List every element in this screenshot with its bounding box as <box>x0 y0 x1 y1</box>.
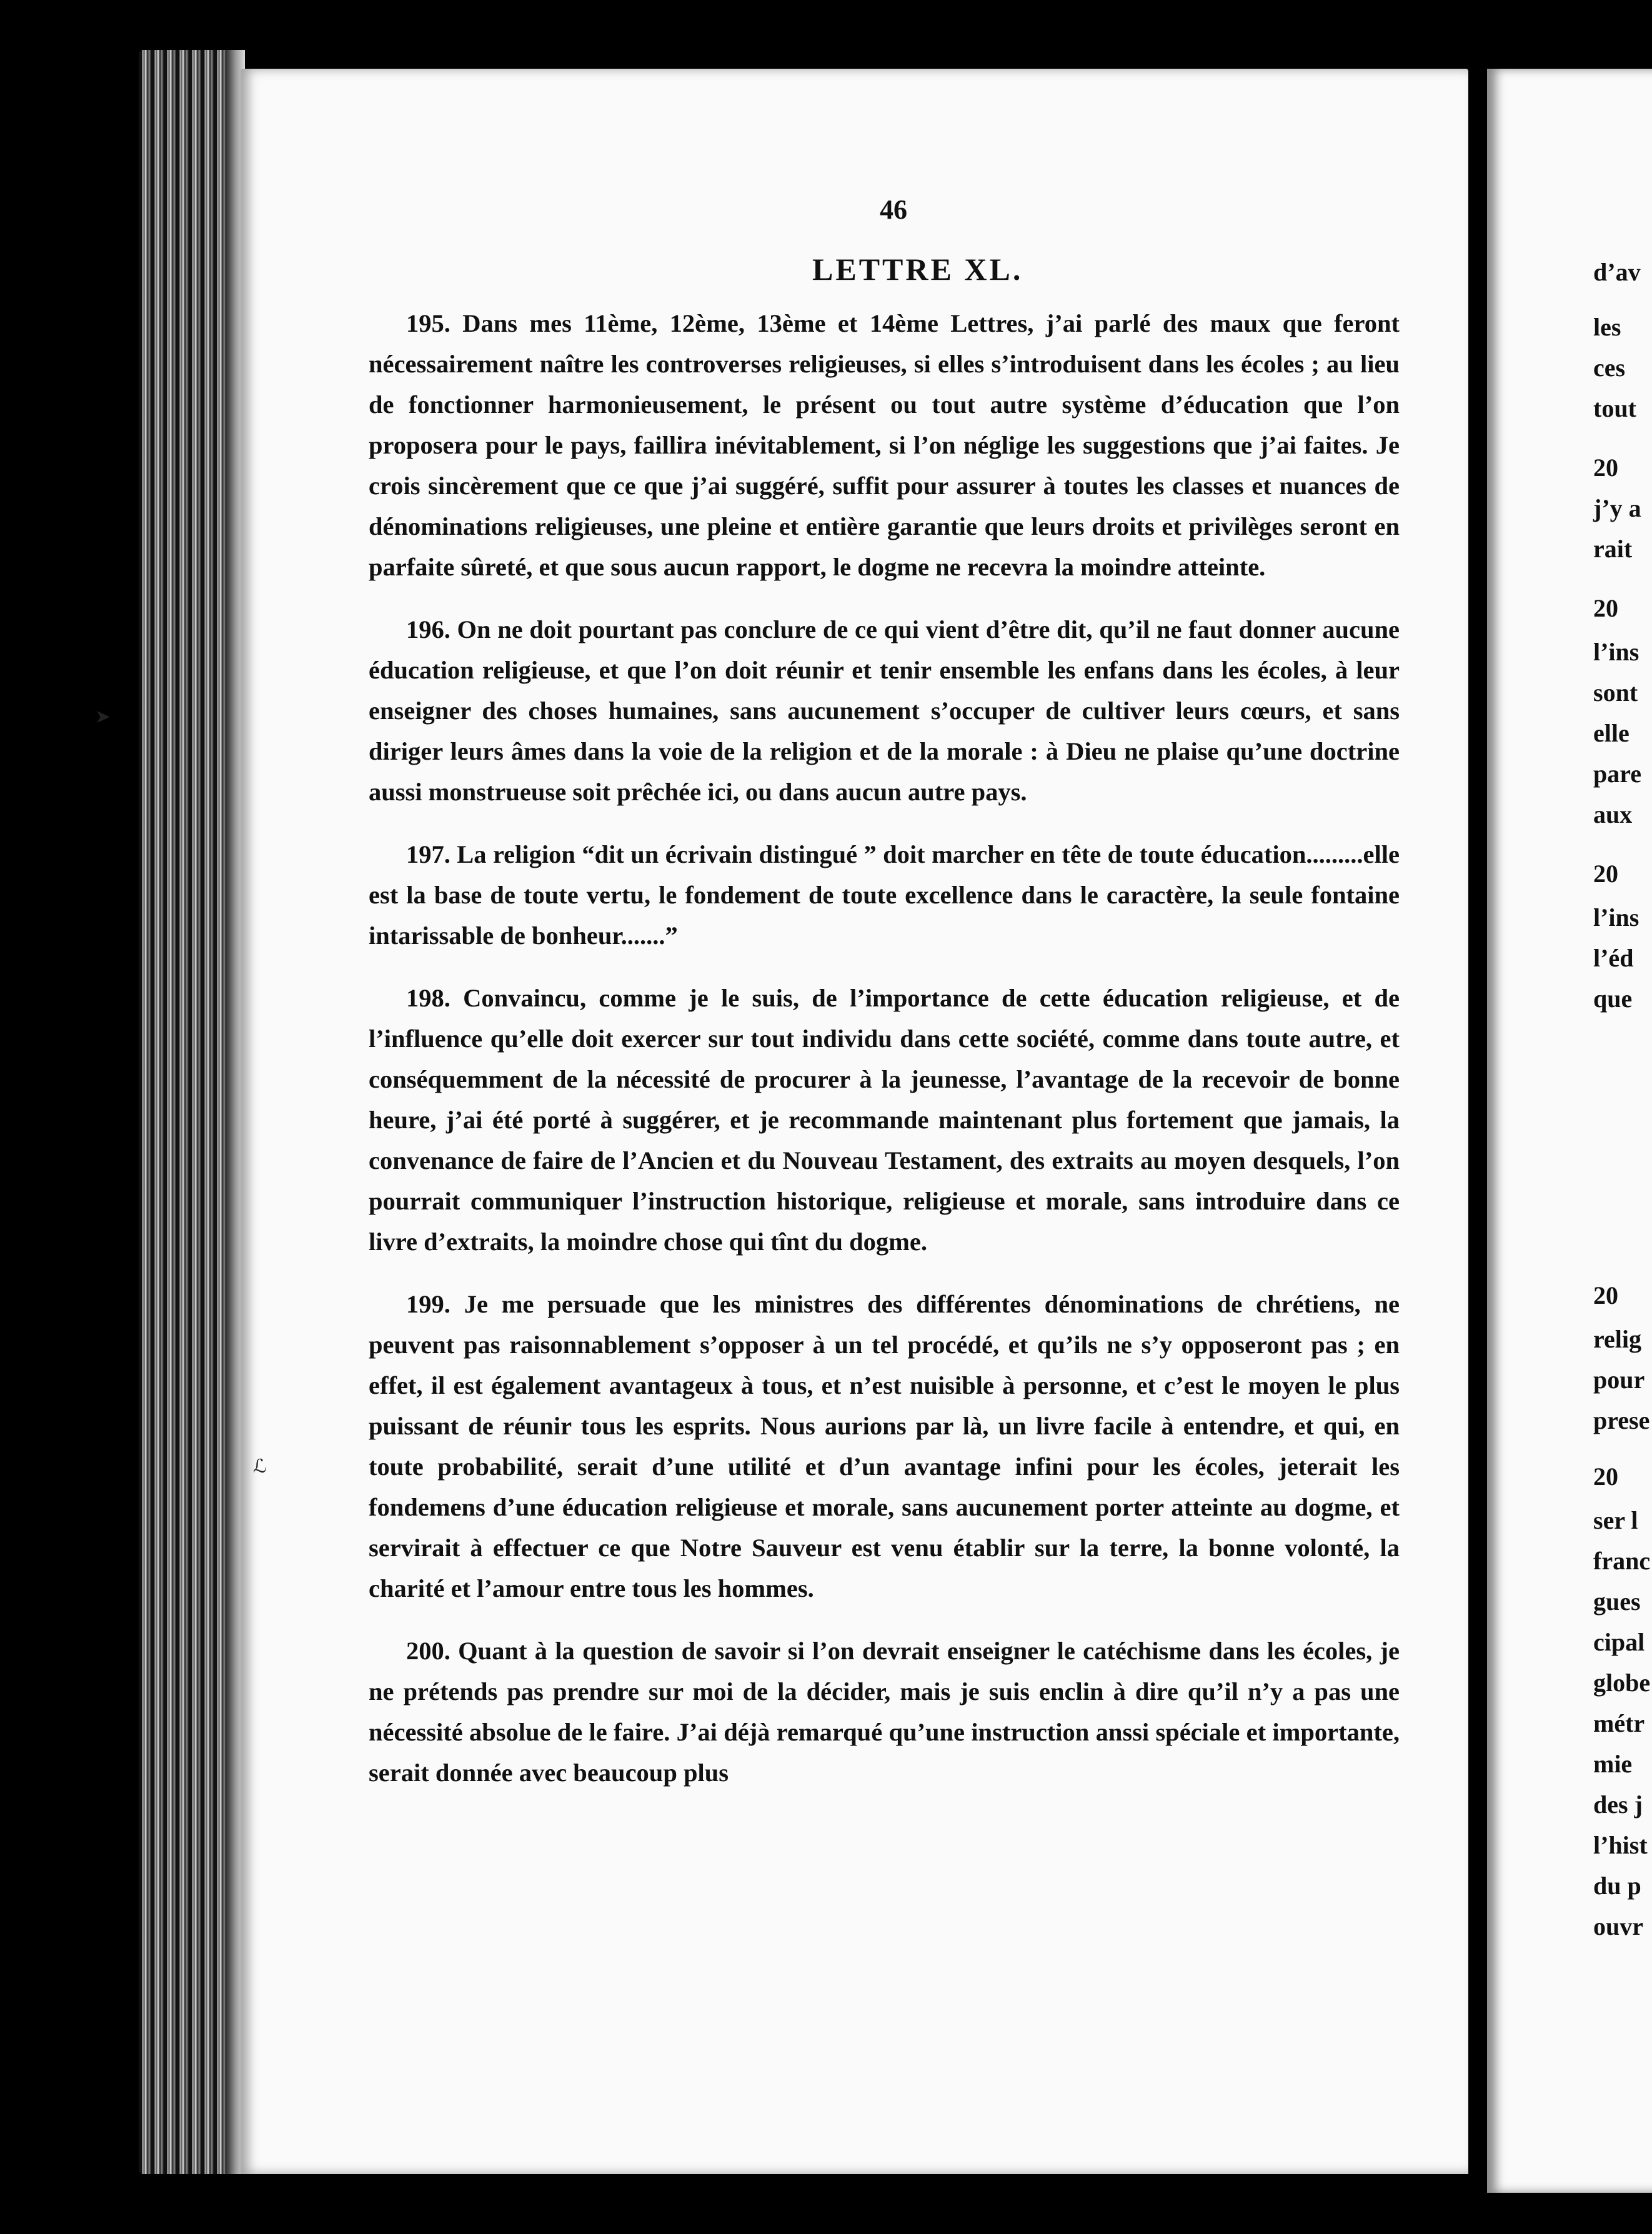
next-page-line: pare <box>1593 760 1642 788</box>
paragraph-198 <box>369 978 1400 1262</box>
next-page-line: globe <box>1593 1669 1651 1697</box>
next-page-line: 20 <box>1593 1462 1618 1491</box>
next-page-line: l’éd <box>1593 944 1634 972</box>
page-number: 46 <box>880 194 907 225</box>
next-page-line: ser l <box>1593 1506 1638 1534</box>
paragraph-197 <box>369 834 1400 956</box>
paragraph-195 <box>369 303 1400 587</box>
next-page-line: relig <box>1593 1325 1642 1353</box>
next-page-line: d’av <box>1593 258 1641 286</box>
next-page-line: des j <box>1593 1790 1643 1819</box>
letter-body <box>369 303 1400 1815</box>
next-page-line: 20 <box>1593 1281 1618 1309</box>
next-page-line: mie <box>1593 1750 1633 1778</box>
next-page-line: franc <box>1593 1547 1651 1575</box>
paragraph-text: Dans mes 11ème, 12ème, 13ème et 14ème Lettres, j’ai parlé des maux que feront nécessairement naître les controverses religieuses, si elles s’introduisent dans les écoles ; au lieu de fonctionner harmonieusement, le présent ou tout autre système d’éducation que l’on proposera pour le pays, faillira inévitablement, si l’on néglige les suggestions que j’ai faites. Je crois sincèrement que ce que j’ai suggéré, suffit pour assurer à toutes les classes et nuances de dénominations religieuses, une pleine et entière garantie que leurs droits et privilèges seront en parfaite sûreté, et que sous aucun rapport, le dogme ne recevra la moindre atteinte. <box>369 309 1400 581</box>
next-page-line: du p <box>1593 1872 1641 1900</box>
next-page-sliver <box>1487 69 1652 2193</box>
next-page-line: l’ins <box>1593 903 1640 931</box>
margin-mark: ➤ <box>95 707 111 727</box>
next-page-line: 20 <box>1593 860 1618 888</box>
paragraph-number: 200. <box>406 1637 450 1665</box>
paragraph-number: 198. <box>406 984 450 1012</box>
paragraph-number: 199. <box>406 1290 450 1318</box>
next-page-line: 20 <box>1593 454 1618 482</box>
paragraph-text: La religion “dit un écrivain distingué ” doit marcher en tête de toute éducation.........elle est la base de toute vertu, le fondement de toute excellence dans le caractère, la seule fontaine intarissable de bonheur.......” <box>369 840 1400 950</box>
paragraph-text: Convaincu, comme je le suis, de l’importance de cette éducation religieuse, et de l’influence qu’elle doit exercer sur tout individu dans cette société, comme dans toute autre, et conséquemment de la nécessité de procurer à la jeunesse, l’avantage de la recevoir de bonne heure, j’ai été porté à suggérer, et je recommande maintenant plus fortement que jamais, la convenance de faire de l’Ancien et du Nouveau Testament, des extraits au moyen desquels, l’on pourrait communiquer l’instruction historique, religieuse et morale, sans introduire dans ce livre d’extraits, la moindre chose qui tînt du dogme. <box>369 984 1400 1256</box>
next-page-line: l’hist <box>1593 1831 1648 1859</box>
paragraph-200 <box>369 1631 1400 1793</box>
letter-title: LETTRE XL. <box>812 252 1023 287</box>
next-page-line: ouvr <box>1593 1912 1643 1940</box>
paragraph-number: 195. <box>406 309 450 337</box>
next-page-line: métr <box>1593 1709 1645 1737</box>
next-page-line: les <box>1593 313 1621 341</box>
next-page-line: sont <box>1593 678 1638 707</box>
next-page-line: l’ins <box>1593 638 1640 666</box>
next-page-line: que <box>1593 985 1633 1013</box>
next-page-line: pour <box>1593 1366 1645 1394</box>
paragraph-196 <box>369 609 1400 812</box>
next-page-line: elle <box>1593 719 1630 747</box>
paragraph-text: Quant à la question de savoir si l’on devrait enseigner le catéchisme dans les écoles, je ne prétends pas prendre sur moi de la décider, mais je suis enclin à dire qu’il n’y a pas une nécessité absolue de le faire. J’ai déjà remarqué qu’une instruction anssi spéciale et importante, serait donnée avec beaucoup plus <box>369 1637 1400 1787</box>
paragraph-text: On ne doit pourtant pas conclure de ce qui vient d’être dit, qu’il ne faut donner aucune éducation religieuse, et que l’on doit réunir et tenir ensemble les enfans dans les écoles, à leur enseigner des choses humaines, sans aucunement s’occuper de cultiver leurs cœurs, et sans diriger leurs âmes dans la voie de la religion et de la morale : à Dieu ne plaise qu’une doctrine aussi monstrueuse soit prêchée ici, ou dans aucun autre pays. <box>369 615 1400 806</box>
margin-mark: ℒ <box>253 1456 267 1477</box>
paragraph-number: 196. <box>406 615 450 643</box>
next-page-line: rait <box>1593 535 1633 563</box>
next-page-line: 20 <box>1593 594 1618 622</box>
book-page-edges <box>139 50 245 2174</box>
paragraph-number: 197. <box>406 840 450 868</box>
next-page-line: tout <box>1593 394 1636 422</box>
next-page-line: aux <box>1593 800 1633 828</box>
next-page-line: ces <box>1593 354 1626 382</box>
next-page-line: prese <box>1593 1406 1650 1434</box>
next-page-line: cipal <box>1593 1628 1645 1656</box>
next-page-line: gues <box>1593 1587 1641 1616</box>
next-page-line: j’y a <box>1593 494 1641 522</box>
paragraph-text: Je me persuade que les ministres des différentes dénominations de chrétiens, ne peuvent pas raisonnablement s’opposer à un tel procédé, et qu’ils ne s’y opposeront pas ; en effet, il est également avantageux à tous, et n’est nuisible à personne, et c’est le moyen le plus puissant de réunir tous les esprits. Nous aurions par là, un livre facile à entendre, et qui, en toute probabilité, serait d’une utilité et d’un avantage infini pour les écoles, jeterait les fondemens d’une éducation religieuse et morale, sans aucunement porter atteinte au dogme, et servirait à effectuer ce que Notre Sauveur est venu établir sur la terre, la bonne volonté, la charité et l’amour entre tous les hommes. <box>369 1290 1400 1602</box>
paragraph-199 <box>369 1284 1400 1609</box>
